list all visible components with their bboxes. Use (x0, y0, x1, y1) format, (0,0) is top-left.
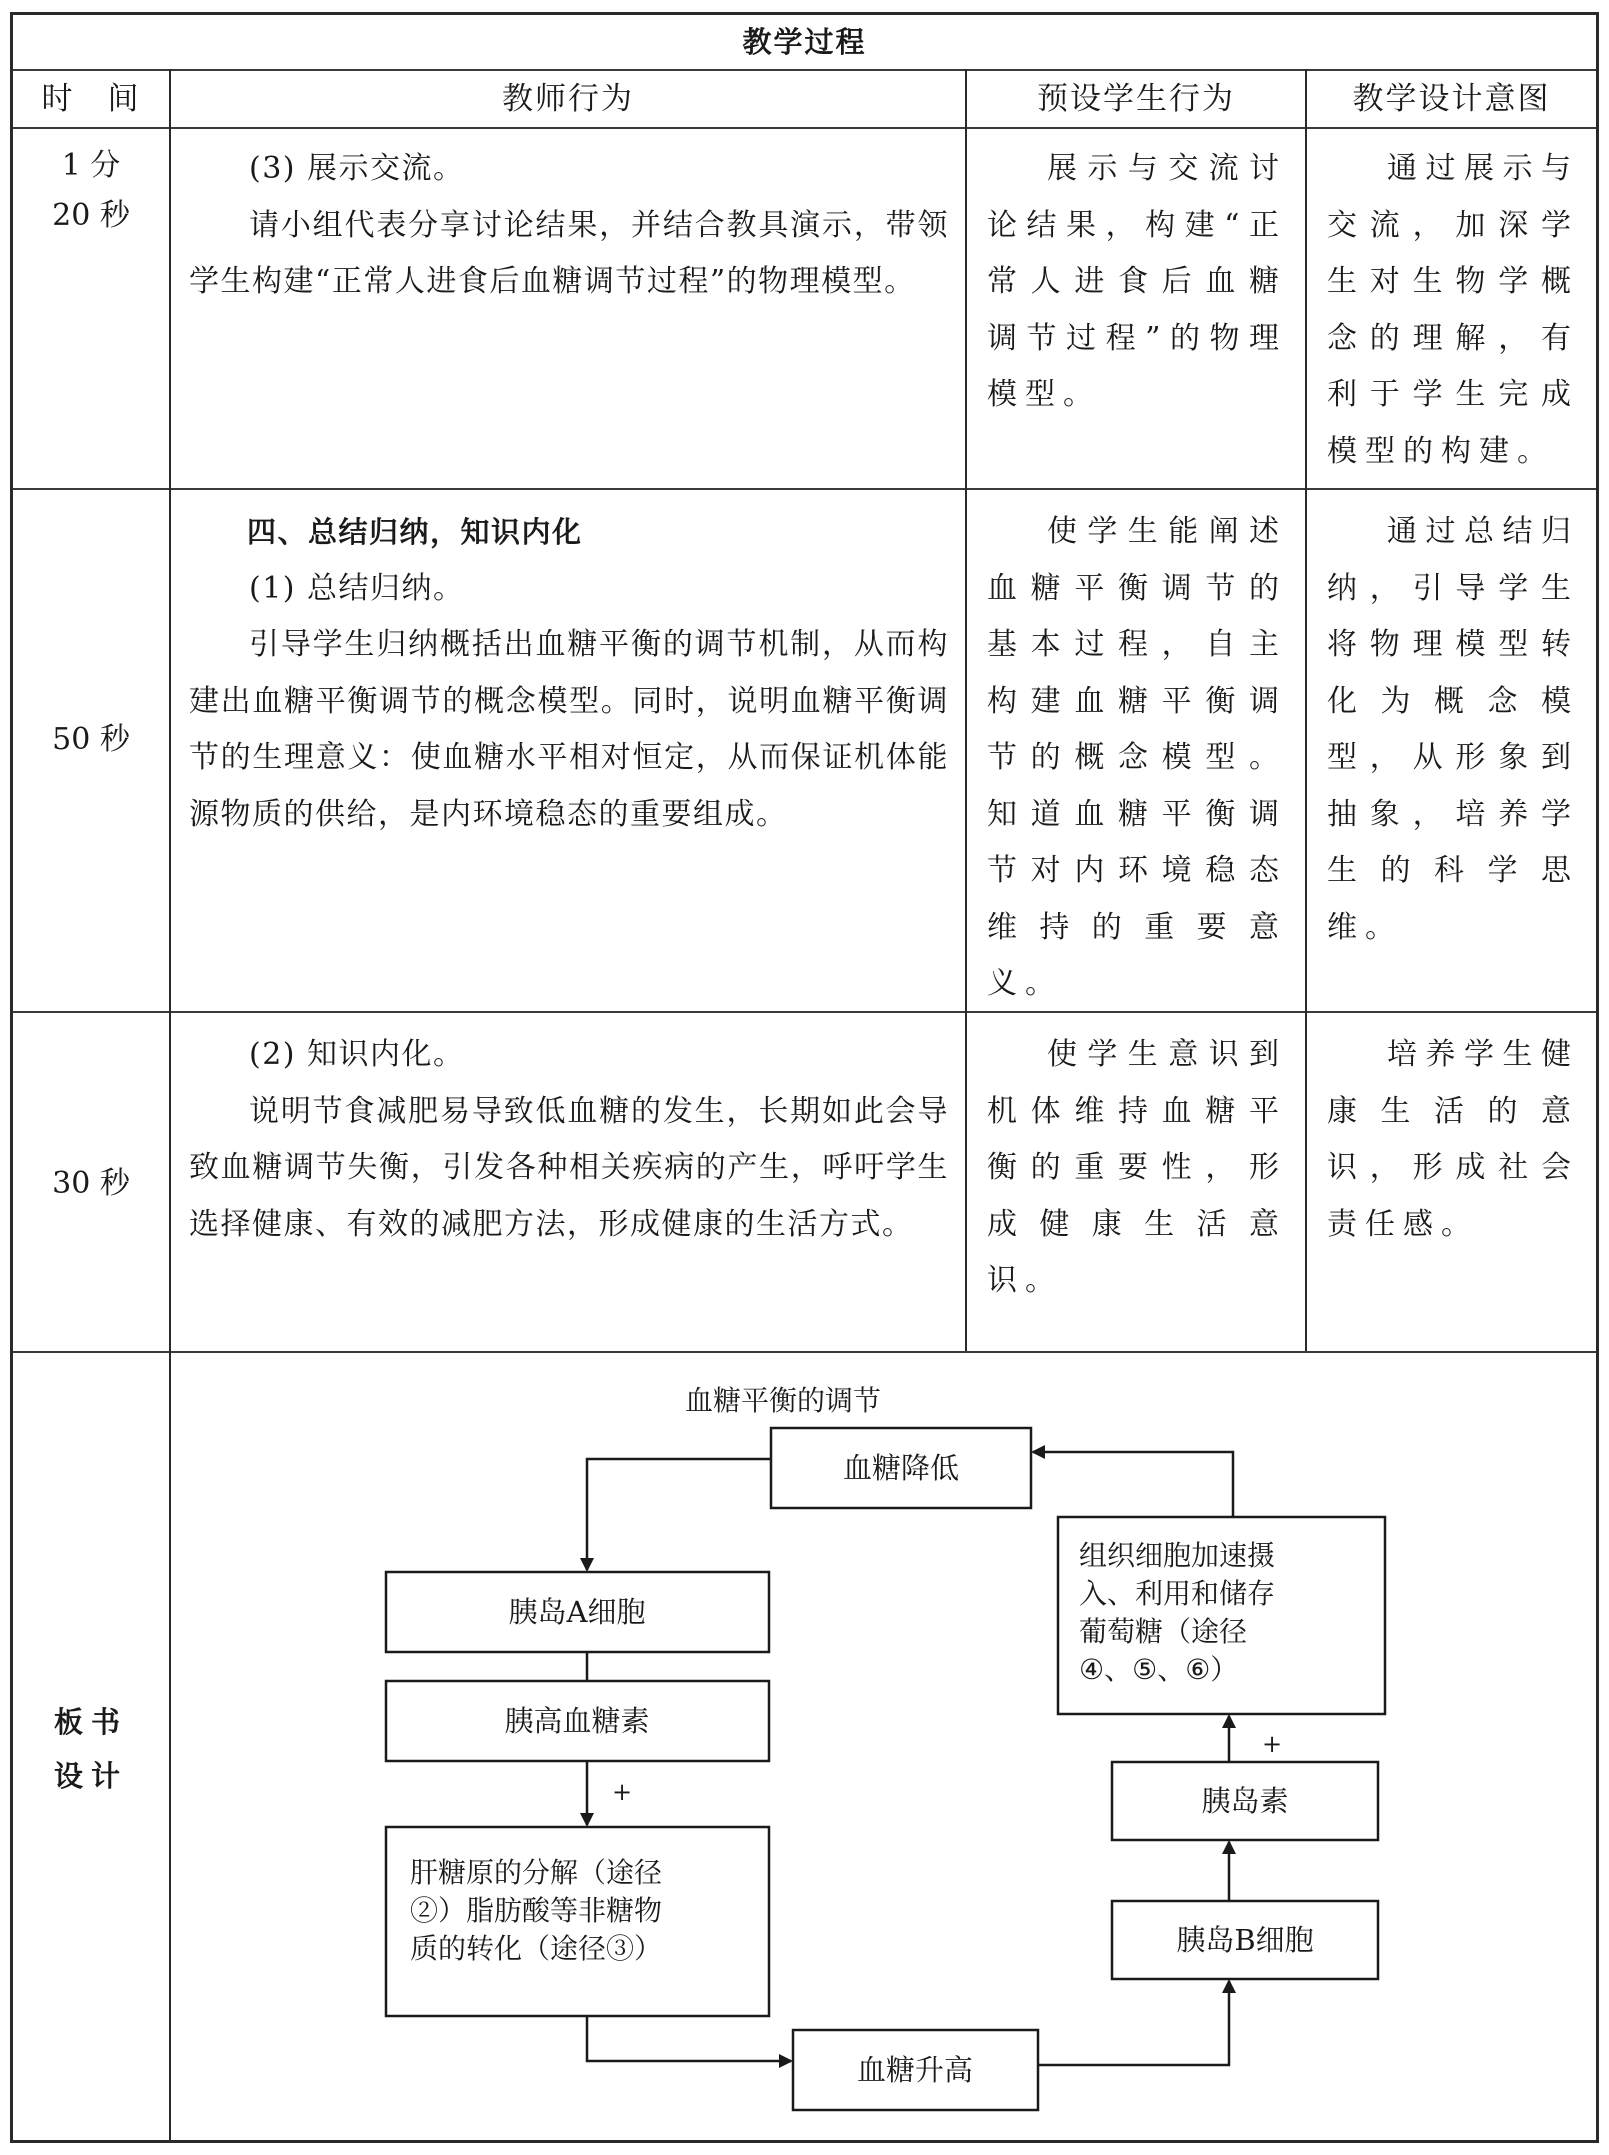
time-seconds: 50 秒 (52, 722, 130, 757)
teacher-body: 请小组代表分享讨论结果，并结合教具演示，带领学生构建“正常人进食后血糖调节过程”的物理模型。 (189, 207, 949, 299)
teacher-subheading: (1) 总结归纳。 (249, 570, 465, 606)
board-label-line2: 设计 (53, 1759, 128, 1793)
diagram-title: 血糖平衡的调节 (684, 1384, 882, 1417)
arrow-liver-to-high (587, 2016, 791, 2061)
time-minutes: 1 分 (61, 148, 121, 183)
time-seconds: 30 秒 (52, 1166, 130, 1201)
intent-text: 通过展示与交流，加深学生对生物学概念的理解，有利于学生完成模型的构建。 (1327, 151, 1579, 469)
arrow-tissue-to-low (1033, 1452, 1233, 1517)
intent-text: 培养学生健康生活的意识，形成社会责任感。 (1327, 1037, 1579, 1242)
student-text: 使学生能阐述血糖平衡调节的基本过程，自主构建血糖平衡调节的概念模型。知道血糖平衡调节对内环境稳态维持的重要意义。 (987, 514, 1287, 1001)
plus-sign-right: + (1261, 1730, 1283, 1758)
label-glucagon: 胰高血糖素 (504, 1704, 650, 1738)
label-tissue-line4: ④、⑤、⑥） (1079, 1653, 1239, 1686)
time-seconds: 20 秒 (52, 198, 130, 233)
header-intent: 教学设计意图 (1352, 81, 1551, 117)
board-label-line1: 板书 (53, 1705, 128, 1739)
table-title: 教学过程 (742, 25, 867, 59)
header-time: 时 间 (41, 81, 141, 117)
header-student: 预设学生行为 (1037, 81, 1235, 117)
label-beta-cell: 胰岛B细胞 (1176, 1923, 1314, 1957)
student-text: 使学生意识到机体维持血糖平衡的重要性，形成健康生活意识。 (987, 1037, 1287, 1298)
label-tissue-line3: 葡萄糖（途径 (1079, 1615, 1248, 1648)
label-glucose-low: 血糖降低 (842, 1451, 960, 1485)
label-insulin: 胰岛素 (1201, 1784, 1289, 1818)
label-alpha-cell: 胰岛A细胞 (508, 1595, 646, 1629)
label-liver-line2: ②）脂肪酸等非糖物 (410, 1894, 663, 1927)
label-tissue-line1: 组织细胞加速摄 (1079, 1539, 1276, 1572)
section-heading: 四、总结归纳，知识内化 (247, 515, 583, 549)
student-text: 展示与交流讨论结果，构建“正常人进食后血糖调节过程”的物理模型。 (987, 151, 1287, 412)
teacher-subheading: (2) 知识内化。 (249, 1037, 465, 1072)
header-teacher: 教师行为 (502, 81, 634, 117)
teacher-subheading: (3) 展示交流。 (249, 151, 465, 186)
label-glucose-high: 血糖升高 (856, 2053, 974, 2087)
arrow-low-to-alpha (587, 1459, 771, 1570)
plus-sign-left: + (611, 1778, 633, 1806)
teacher-body: 引导学生归纳概括出血糖平衡的调节机制，从而构建出血糖平衡调节的概念模型。同时，说明血糖平衡调节的生理意义：使血糖水平相对恒定，从而保证机体能源物质的供给，是内环境稳态的重要组成。 (189, 627, 949, 832)
label-liver-line3: 质的转化（途径③） (410, 1932, 663, 1965)
arrow-high-to-beta (1038, 1981, 1229, 2065)
label-tissue-line2: 入、利用和储存 (1079, 1577, 1276, 1610)
intent-text: 通过总结归纳，引导学生将物理模型转化为概念模型，从形象到抽象，培养学生的科学思维。 (1327, 514, 1579, 945)
teacher-body: 说明节食减肥易导致低血糖的发生，长期如此会导致血糖调节失衡，引发各种相关疾病的产生，呼吁学生选择健康、有效的减肥方法，形成健康的生活方式。 (189, 1093, 949, 1242)
label-liver-line1: 肝糖原的分解（途径 (410, 1856, 663, 1889)
